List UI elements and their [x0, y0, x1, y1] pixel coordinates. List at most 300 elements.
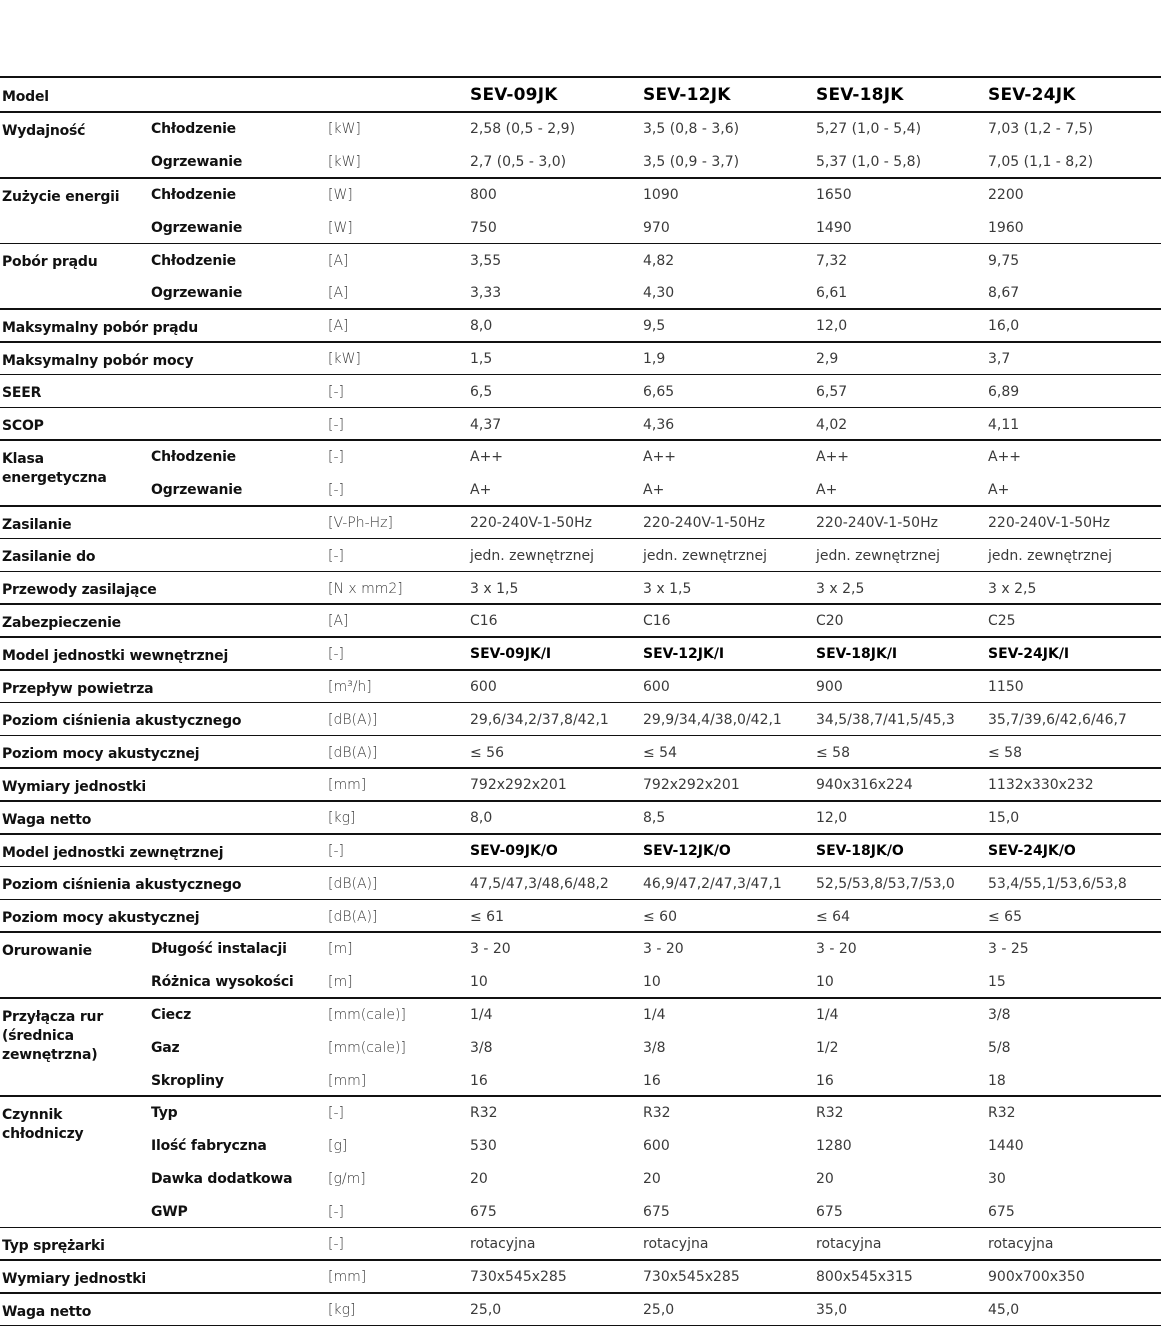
unit-label: [dB(A)]: [328, 875, 378, 892]
value-cell: 1,9: [643, 350, 666, 367]
value-cell: 600: [643, 678, 670, 695]
value-cell: 1280: [816, 1138, 852, 1155]
value-cell: 16: [643, 1072, 661, 1089]
value-cell: A+: [988, 482, 1010, 499]
unit-label: [m]: [328, 941, 353, 958]
table-row: [0, 572, 1161, 605]
table-row: [0, 1195, 1161, 1228]
spec-group: [0, 539, 1161, 572]
divider: [0, 1325, 1161, 1327]
unit-label: [V-Ph-Hz]: [328, 514, 393, 531]
value-cell: 12,0: [816, 810, 848, 827]
value-cell: SEV-18JK/O: [816, 842, 904, 859]
category-label: Poziom ciśnienia akustycznego: [2, 877, 242, 894]
table-row: [0, 900, 1161, 933]
value-cell: 7,32: [816, 252, 848, 269]
unit-label: [-]: [328, 547, 344, 564]
value-cell: 675: [816, 1203, 843, 1220]
value-cell: 18: [988, 1072, 1006, 1089]
unit-label: [mm]: [328, 1072, 367, 1089]
table-row: [0, 1163, 1161, 1196]
spec-group: [0, 671, 1161, 704]
value-cell: 7,05 (1,1 - 8,2): [988, 154, 1094, 171]
value-cell: SEV-12JK/O: [643, 842, 731, 859]
value-cell: 4,37: [470, 416, 502, 433]
value-cell: 750: [470, 219, 497, 236]
value-cell: ≤ 61: [470, 908, 504, 925]
spec-group: [0, 999, 1161, 1097]
subcategory-label: Typ: [151, 1105, 178, 1122]
value-cell: 20: [816, 1170, 834, 1187]
spec-group: [0, 1228, 1161, 1261]
unit-label: [kg]: [328, 1302, 356, 1319]
subcategory-label: Ogrzewanie: [151, 285, 243, 302]
spec-group: [0, 605, 1161, 638]
value-cell: 3,33: [470, 285, 502, 302]
subcategory-label: Ilość fabryczna: [151, 1138, 267, 1155]
value-cell: 900: [816, 678, 843, 695]
subcategory-label: Ogrzewanie: [151, 154, 243, 171]
value-cell: 3 - 25: [988, 941, 1029, 958]
value-cell: 6,65: [643, 383, 675, 400]
value-cell: ≤ 54: [643, 744, 677, 761]
unit-label: [-]: [328, 383, 344, 400]
spec-group: [0, 1097, 1161, 1228]
table-row: [0, 441, 1161, 474]
unit-label: [dB(A)]: [328, 711, 378, 728]
value-cell: 8,0: [470, 318, 493, 335]
unit-label: [m]: [328, 974, 353, 991]
value-cell: 1/2: [816, 1039, 839, 1056]
subcategory-label: Chłodzenie: [151, 449, 236, 466]
value-cell: R32: [470, 1105, 498, 1122]
category-label: Zużycie energii: [2, 188, 120, 205]
unit-label: [dB(A)]: [328, 908, 378, 925]
value-cell: SEV-18JK/I: [816, 646, 898, 663]
category-label: Model jednostki zewnętrznej: [2, 844, 224, 861]
value-cell: 46,9/47,2/47,3/47,1: [643, 875, 782, 892]
value-cell: jedn. zewnętrznej: [988, 547, 1113, 564]
category-label: Zabezpieczenie: [2, 614, 121, 631]
table-row: [0, 966, 1161, 999]
value-cell: ≤ 65: [988, 908, 1022, 925]
table-row: [0, 1031, 1161, 1064]
spec-group: [0, 802, 1161, 835]
value-cell: 1650: [816, 186, 852, 203]
table-row: [0, 408, 1161, 441]
value-cell: 220-240V-1-50Hz: [643, 514, 765, 531]
subcategory-label: Dawka dodatkowa: [151, 1170, 293, 1187]
value-cell: ≤ 58: [988, 744, 1022, 761]
value-cell: rotacyjna: [470, 1236, 536, 1253]
spec-group: [0, 703, 1161, 736]
category-label: Wydajność: [2, 123, 86, 139]
value-cell: 3,7: [988, 350, 1011, 367]
value-cell: 3 x 1,5: [643, 580, 692, 597]
value-cell: 34,5/38,7/41,5/45,3: [816, 711, 955, 728]
subcategory-label: Skropliny: [151, 1072, 224, 1089]
value-cell: 792x292x201: [643, 777, 740, 794]
spec-group: [0, 179, 1161, 245]
value-cell: 600: [470, 678, 497, 695]
spec-group: [0, 769, 1161, 802]
value-cell: 2,9: [816, 350, 839, 367]
value-cell: 2,7 (0,5 - 3,0): [470, 154, 567, 171]
value-cell: 2,58 (0,5 - 2,9): [470, 121, 576, 138]
value-cell: 16: [470, 1072, 488, 1089]
value-cell: 675: [470, 1203, 497, 1220]
category-label: SCOP: [2, 418, 44, 435]
table-row: [0, 146, 1161, 179]
value-cell: 3/8: [643, 1039, 666, 1056]
value-cell: 1090: [643, 186, 679, 203]
table-row: [0, 1064, 1161, 1097]
value-cell: 800x545x315: [816, 1269, 913, 1286]
value-cell: 5,27 (1,0 - 5,4): [816, 121, 922, 138]
category-label: Klasa energetyczna: [2, 450, 107, 486]
value-cell: R32: [643, 1105, 671, 1122]
unit-label: [-]: [328, 1203, 344, 1220]
value-cell: 47,5/47,3/48,6/48,2: [470, 875, 609, 892]
value-cell: 1/4: [470, 1006, 493, 1023]
unit-label: [A]: [328, 318, 349, 335]
value-cell: 1/4: [816, 1006, 839, 1023]
value-cell: 1/4: [643, 1006, 666, 1023]
value-cell: 25,0: [470, 1302, 502, 1319]
spec-group: [0, 933, 1161, 999]
model-column-header: SEV-09JK: [470, 84, 558, 105]
table-row: [0, 933, 1161, 966]
table-row: [0, 113, 1161, 146]
value-cell: 220-240V-1-50Hz: [470, 514, 592, 531]
value-cell: 1150: [988, 678, 1024, 695]
header-row: [0, 76, 1161, 113]
table-row: [0, 375, 1161, 408]
table-row: [0, 605, 1161, 638]
spec-group: [0, 408, 1161, 441]
value-cell: 220-240V-1-50Hz: [988, 514, 1110, 531]
spec-group: [0, 1261, 1161, 1294]
value-cell: 530: [470, 1138, 497, 1155]
table-row: [0, 474, 1161, 507]
table-row: [0, 769, 1161, 802]
value-cell: 4,02: [816, 416, 848, 433]
unit-label: [kg]: [328, 810, 356, 827]
subcategory-label: Ogrzewanie: [151, 482, 243, 499]
unit-label: [-]: [328, 449, 344, 466]
table-row: [0, 867, 1161, 900]
value-cell: 3 x 1,5: [470, 580, 519, 597]
value-cell: 8,67: [988, 285, 1020, 302]
unit-label: [mm(cale)]: [328, 1039, 406, 1056]
value-cell: rotacyjna: [643, 1236, 709, 1253]
spec-group: [0, 900, 1161, 933]
value-cell: 29,6/34,2/37,8/42,1: [470, 711, 609, 728]
table-row: [0, 1130, 1161, 1163]
value-cell: 3,5 (0,8 - 3,6): [643, 121, 740, 138]
unit-label: [A]: [328, 252, 349, 269]
subcategory-label: Chłodzenie: [151, 186, 236, 203]
value-cell: 2200: [988, 186, 1024, 203]
spec-group: [0, 572, 1161, 605]
value-cell: 3 x 2,5: [988, 580, 1037, 597]
value-cell: 220-240V-1-50Hz: [816, 514, 938, 531]
value-cell: 6,61: [816, 285, 848, 302]
value-cell: 3,5 (0,9 - 3,7): [643, 154, 740, 171]
value-cell: 792x292x201: [470, 777, 567, 794]
value-cell: 10: [470, 974, 488, 991]
table-row: [0, 277, 1161, 310]
unit-label: [-]: [328, 646, 344, 663]
spec-group: [0, 1294, 1161, 1327]
value-cell: 5/8: [988, 1039, 1011, 1056]
subcategory-label: Różnica wysokości: [151, 974, 294, 991]
category-label: Wymiary jednostki: [2, 1270, 146, 1287]
value-cell: ≤ 56: [470, 744, 504, 761]
value-cell: rotacyjna: [816, 1236, 882, 1253]
spec-group: [0, 310, 1161, 343]
value-cell: 3 - 20: [643, 941, 684, 958]
value-cell: 940x316x224: [816, 777, 913, 794]
value-cell: 800: [470, 186, 497, 203]
value-cell: jedn. zewnętrznej: [643, 547, 768, 564]
unit-label: [kW]: [328, 350, 361, 367]
value-cell: A++: [816, 449, 850, 466]
value-cell: C25: [988, 613, 1016, 630]
spec-group: [0, 835, 1161, 868]
table-row: [0, 1261, 1161, 1294]
value-cell: 3/8: [470, 1039, 493, 1056]
value-cell: R32: [816, 1105, 844, 1122]
value-cell: 35,7/39,6/42,6/46,7: [988, 711, 1127, 728]
unit-label: [A]: [328, 285, 349, 302]
category-label: Waga netto: [2, 811, 92, 828]
value-cell: 4,36: [643, 416, 675, 433]
unit-label: [dB(A)]: [328, 744, 378, 761]
value-cell: 1440: [988, 1138, 1024, 1155]
value-cell: SEV-09JK/O: [470, 842, 558, 859]
value-cell: SEV-09JK/I: [470, 646, 552, 663]
model-column-header: SEV-24JK: [988, 84, 1076, 105]
spec-group: [0, 113, 1161, 179]
table-row: [0, 999, 1161, 1032]
unit-label: [N x mm2]: [328, 580, 403, 597]
unit-label: [A]: [328, 613, 349, 630]
value-cell: 9,75: [988, 252, 1020, 269]
value-cell: SEV-12JK/I: [643, 646, 725, 663]
spec-group: [0, 375, 1161, 408]
value-cell: 1490: [816, 219, 852, 236]
value-cell: 6,57: [816, 383, 848, 400]
value-cell: 6,89: [988, 383, 1020, 400]
table-row: [0, 179, 1161, 212]
value-cell: 7,03 (1,2 - 7,5): [988, 121, 1094, 138]
value-cell: 35,0: [816, 1302, 848, 1319]
category-label: Orurowanie: [2, 942, 92, 959]
value-cell: 3 - 20: [816, 941, 857, 958]
table-row: [0, 310, 1161, 343]
category-label: Waga netto: [2, 1303, 92, 1320]
value-cell: 16,0: [988, 318, 1020, 335]
value-cell: 10: [643, 974, 661, 991]
value-cell: 30: [988, 1170, 1006, 1187]
value-cell: 675: [643, 1203, 670, 1220]
value-cell: jedn. zewnętrznej: [816, 547, 941, 564]
value-cell: SEV-24JK/I: [988, 646, 1070, 663]
unit-label: [W]: [328, 186, 353, 203]
value-cell: 3,55: [470, 252, 502, 269]
spec-group: [0, 244, 1161, 310]
value-cell: 15,0: [988, 810, 1020, 827]
value-cell: A+: [816, 482, 838, 499]
value-cell: 970: [643, 219, 670, 236]
subcategory-label: Ciecz: [151, 1006, 192, 1023]
category-label: Czynnik chłodniczy: [2, 1106, 84, 1142]
category-label: Przewody zasilające: [2, 582, 157, 599]
spec-group: [0, 507, 1161, 540]
category-label: Poziom mocy akustycznej: [2, 746, 200, 763]
header-model-label: Model: [2, 89, 49, 105]
value-cell: 5,37 (1,0 - 5,8): [816, 154, 922, 171]
value-cell: 600: [643, 1138, 670, 1155]
table-row: [0, 1097, 1161, 1130]
value-cell: 25,0: [643, 1302, 675, 1319]
category-label: Poziom ciśnienia akustycznego: [2, 713, 242, 730]
value-cell: ≤ 58: [816, 744, 850, 761]
unit-label: [-]: [328, 416, 344, 433]
table-row: [0, 736, 1161, 769]
subcategory-label: Chłodzenie: [151, 121, 236, 138]
category-label: Zasilanie: [2, 516, 72, 533]
value-cell: 20: [470, 1170, 488, 1187]
category-label: Przyłącza rur (średnica zewnętrzna): [2, 1008, 104, 1063]
value-cell: 4,30: [643, 285, 675, 302]
spec-group: [0, 441, 1161, 507]
table-row: [0, 507, 1161, 540]
value-cell: 4,11: [988, 416, 1020, 433]
value-cell: R32: [988, 1105, 1016, 1122]
subcategory-label: Ogrzewanie: [151, 219, 243, 236]
category-label: Maksymalny pobór mocy: [2, 352, 194, 369]
table-row: [0, 671, 1161, 704]
value-cell: 3 - 20: [470, 941, 511, 958]
value-cell: A++: [988, 449, 1022, 466]
model-column-header: SEV-12JK: [643, 84, 731, 105]
unit-label: [mm]: [328, 1269, 367, 1286]
subcategory-label: Gaz: [151, 1039, 180, 1056]
subcategory-label: Długość instalacji: [151, 941, 287, 958]
value-cell: 4,82: [643, 252, 675, 269]
table-row: [0, 1228, 1161, 1261]
table-row: [0, 638, 1161, 671]
value-cell: 8,5: [643, 810, 666, 827]
table-row: [0, 244, 1161, 277]
table-row: [0, 211, 1161, 244]
value-cell: A+: [643, 482, 665, 499]
category-label: Zasilanie do: [2, 549, 96, 566]
spec-group: [0, 343, 1161, 376]
value-cell: C16: [470, 613, 498, 630]
value-cell: ≤ 64: [816, 908, 850, 925]
category-label: Pobór prądu: [2, 254, 98, 271]
unit-label: [-]: [328, 842, 344, 859]
table-row: [0, 835, 1161, 868]
value-cell: C20: [816, 613, 844, 630]
value-cell: A++: [643, 449, 677, 466]
table-row: [0, 1294, 1161, 1327]
value-cell: 6,5: [470, 383, 493, 400]
value-cell: A+: [470, 482, 492, 499]
value-cell: 3 x 2,5: [816, 580, 865, 597]
spec-group: [0, 867, 1161, 900]
value-cell: 730x545x285: [470, 1269, 567, 1286]
value-cell: 9,5: [643, 318, 666, 335]
table-row: [0, 343, 1161, 376]
value-cell: 10: [816, 974, 834, 991]
value-cell: A++: [470, 449, 504, 466]
category-label: Maksymalny pobór prądu: [2, 319, 198, 336]
value-cell: 730x545x285: [643, 1269, 740, 1286]
value-cell: 1,5: [470, 350, 493, 367]
subcategory-label: Chłodzenie: [151, 252, 236, 269]
value-cell: C16: [643, 613, 671, 630]
spec-group: [0, 736, 1161, 769]
value-cell: rotacyjna: [988, 1236, 1054, 1253]
unit-label: [-]: [328, 482, 344, 499]
value-cell: SEV-24JK/O: [988, 842, 1076, 859]
unit-label: [-]: [328, 1236, 344, 1253]
unit-label: [W]: [328, 219, 353, 236]
value-cell: ≤ 60: [643, 908, 677, 925]
subcategory-label: GWP: [151, 1203, 188, 1220]
value-cell: 1132x330x232: [988, 777, 1094, 794]
value-cell: 3/8: [988, 1006, 1011, 1023]
value-cell: jedn. zewnętrznej: [470, 547, 595, 564]
value-cell: 45,0: [988, 1302, 1020, 1319]
category-label: Wymiary jednostki: [2, 778, 146, 795]
value-cell: 15: [988, 974, 1006, 991]
model-column-header: SEV-18JK: [816, 84, 904, 105]
value-cell: 53,4/55,1/53,6/53,8: [988, 875, 1127, 892]
value-cell: 20: [643, 1170, 661, 1187]
category-label: Typ sprężarki: [2, 1238, 105, 1255]
unit-label: [g]: [328, 1138, 348, 1155]
unit-label: [-]: [328, 1105, 344, 1122]
value-cell: 12,0: [816, 318, 848, 335]
unit-label: [mm(cale)]: [328, 1006, 406, 1023]
table-row: [0, 539, 1161, 572]
value-cell: 16: [816, 1072, 834, 1089]
value-cell: 8,0: [470, 810, 493, 827]
value-cell: 675: [988, 1203, 1015, 1220]
value-cell: 29,9/34,4/38,0/42,1: [643, 711, 782, 728]
table-row: [0, 802, 1161, 835]
value-cell: 52,5/53,8/53,7/53,0: [816, 875, 955, 892]
category-label: Przepływ powietrza: [2, 680, 154, 697]
unit-label: [g/m]: [328, 1170, 366, 1187]
table-row: [0, 703, 1161, 736]
unit-label: [kW]: [328, 154, 361, 171]
unit-label: [kW]: [328, 121, 361, 138]
value-cell: 900x700x350: [988, 1269, 1085, 1286]
spec-group: [0, 638, 1161, 671]
unit-label: [m³/h]: [328, 678, 372, 695]
specification-table: [0, 76, 1161, 1326]
value-cell: 1960: [988, 219, 1024, 236]
unit-label: [mm]: [328, 777, 367, 794]
category-label: SEER: [2, 385, 42, 402]
category-label: Model jednostki wewnętrznej: [2, 647, 229, 664]
